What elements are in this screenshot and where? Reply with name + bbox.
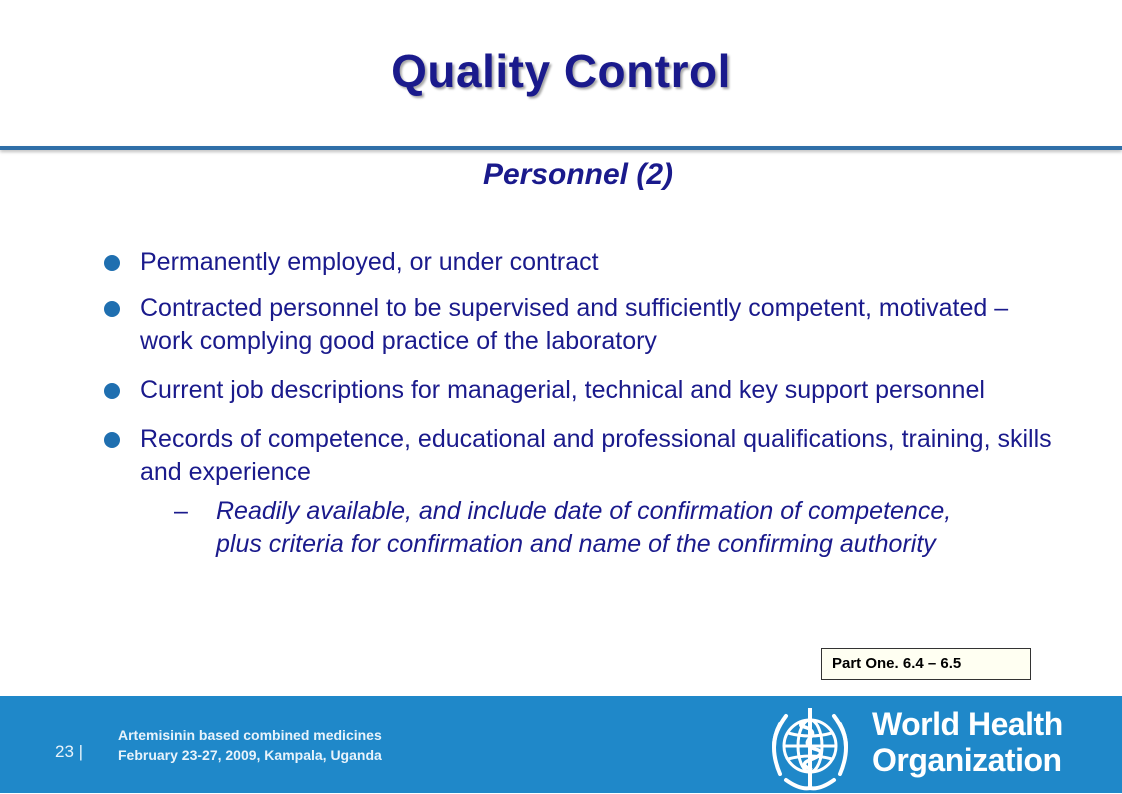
bullet-dot-icon bbox=[104, 432, 120, 448]
footer-event-info bbox=[118, 725, 382, 765]
slide-subtitle: Personnel (2) bbox=[482, 158, 674, 191]
org-name-line2: Organization bbox=[872, 742, 1062, 778]
sub-bullet-text: Readily available, and include date of confirmation of competence, plus criteria for confirmation and name of the confirming authority bbox=[216, 497, 952, 558]
sub-bullet-dash: – bbox=[174, 497, 188, 525]
page-number: 23 | bbox=[55, 742, 84, 761]
bullet-text: Records of competence, educational and professional qualifications, training, skills and experience bbox=[140, 425, 1052, 486]
reference-box: Part One. 6.4 – 6.5 bbox=[821, 648, 1031, 680]
bullet-item bbox=[104, 246, 1054, 279]
bullet-text: Permanently employed, or under contract bbox=[140, 248, 599, 276]
bullet-text: Contracted personnel to be supervised and sufficiently competent, motivated – work complying good practice of the laboratory bbox=[140, 294, 1009, 355]
bullet-item bbox=[104, 423, 1054, 489]
bullet-item bbox=[104, 374, 1054, 407]
bullet-dot-icon bbox=[104, 301, 120, 317]
title-divider bbox=[0, 146, 1122, 150]
org-name-line1: World Health bbox=[872, 706, 1063, 742]
bullet-dot-icon bbox=[104, 255, 120, 271]
footer-event-title: Artemisinin based combined medicines bbox=[118, 727, 382, 743]
bullet-list bbox=[104, 246, 1054, 561]
footer-bar bbox=[0, 696, 1122, 793]
footer-event-date: February 23-27, 2009, Kampala, Uganda bbox=[118, 747, 382, 763]
slide-title: Quality Control bbox=[391, 45, 731, 97]
bullet-text: Current job descriptions for managerial, technical and key support personnel bbox=[140, 376, 985, 404]
who-emblem-icon bbox=[760, 702, 860, 794]
sub-bullet-item bbox=[174, 495, 986, 561]
bullet-item bbox=[104, 292, 1054, 358]
bullet-dot-icon bbox=[104, 383, 120, 399]
organization-name bbox=[872, 706, 1063, 778]
